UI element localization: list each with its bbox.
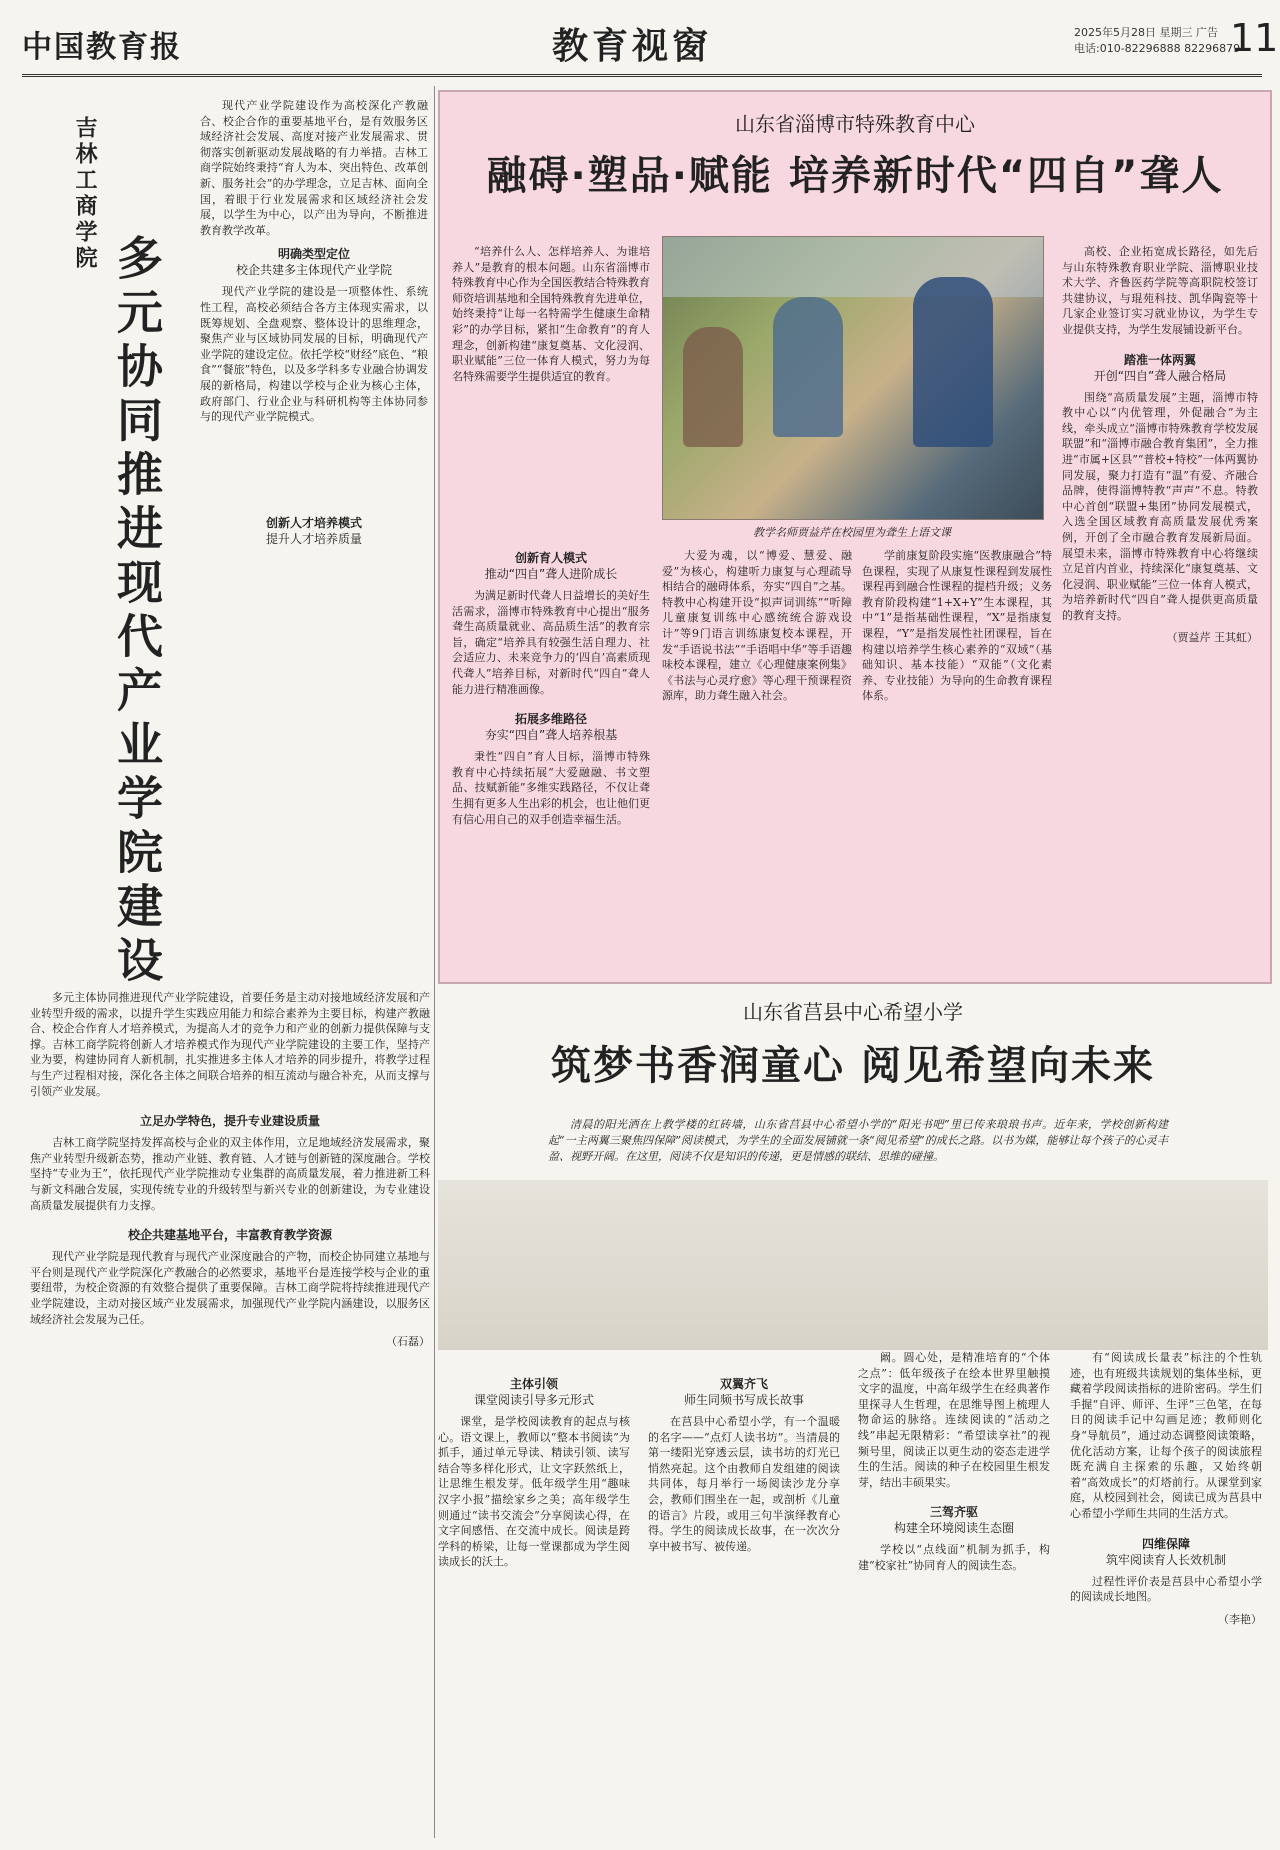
pink-section-2-title: 拓展多维路径 xyxy=(514,712,587,727)
bottom-section-3-heading xyxy=(858,1504,1050,1536)
pink-article-column-3 xyxy=(862,548,1052,704)
pink-column-4-top: 高校、企业拓宽成长路径，如先后与山东特殊教育职业学院、淄博职业技术大学、齐鲁医药学院等高职院校签订共建协议，与琨苑科技、凯华陶瓷等十几家企业签订实习就业协议，为学生专业提供支持，为学生发展铺设新平台。 xyxy=(1062,245,1258,336)
pink-article-column-2 xyxy=(662,548,852,704)
bottom-article-kicker: 山东省莒县中心希望小学 xyxy=(743,1000,963,1024)
pink-section-3-subtitle: 开创“四自”聋人融合格局 xyxy=(1093,368,1227,383)
left-section-1-title: 明确类型定位 xyxy=(277,247,350,262)
pink-section-1-title: 创新育人模式 xyxy=(514,551,587,565)
pink-article-intro: “培养什么人、怎样培养人、为谁培养人”是教育的根本问题。山东省淄博市特殊教育中心作为全国医教结合特殊教育师资培训基地和全国特殊教育先进单位，始终秉持“让每一名特需学生健康生命精彩”的办学目标，紧扣“生命教育”的育人理念，创新构建“康复奠基、文化浸润、职业赋能”三位一体育人模式，努力为每名特殊需要学生提供适宜的教育。 xyxy=(452,245,650,383)
bottom-column-4-body: 有“阅读成长量表”标注的个性轨迹，也有班级共读规划的集体坐标，更藏着学段阅读指标的进阶密码。学生们手握“自评、师评、生评”三色笔，在每日的阅读手记中勾画足迹；教师则化身“导航员”，通过动态调整阅读策略，优化活动方案，让每个孩子的阅读旅程既充满自主探索的乐趣，又始终朝着“高效成长”的灯塔前行。从课堂到家庭，从校园到社会，阅读已成为莒县中心希望小学师生共同的生活方式。 xyxy=(1070,1351,1262,1520)
left-article-credit: （石磊） xyxy=(386,1335,430,1349)
pink-section-3-title: 踏准一体两翼 xyxy=(1123,352,1196,367)
pink-article-column-4 xyxy=(1062,244,1258,645)
left-section-2-body: 多元主体协同推进现代产业学院建设，首要任务是主动对接地域经济发展和产业转型升级的需求，以提升学生实践应用能力和综合素养为主要目标，构建产教融合、校企合作育人才培养模式，为提高人才的竞争力和产业的创新力提供保障与支撑。吉林工商学院将创新人才培养模式作为现代产业学院建设的主要工作，坚持产业为要，构建协同育人新机制，扎实推进多主体人才培养的同步提升，将教学过程与生产过程相对接，深化各主体之间联合培养的相互流动与融合补充，从而支撑与引领产业发展。 xyxy=(30,991,430,1098)
left-section-4-body: 现代产业学院是现代教育与现代产业深度融合的产物，而校企协同建立基地与平台则是现代产业学院深化产教融合的必然要求，基地平台是连接学校与企业的重要纽带，为校企资源的有效整合提供了重要保障。吉林工商学院将持续推进现代产业学院建设，主动对接区域产业发展需求，加强现代产业学院内涵建设，以服务区域经济社会发展为己任。 xyxy=(30,1250,430,1326)
bottom-article-column-3 xyxy=(858,1350,1050,1574)
bottom-section-4-subtitle: 筑牢阅读育人长效机制 xyxy=(1105,1552,1226,1567)
bottom-article-title: 筑梦书香润童心 阅见希望向未来 xyxy=(551,1043,1155,1089)
pink-article xyxy=(438,90,1272,984)
pink-section-1-subtitle: 推动“四自”聋人进阶成长 xyxy=(484,567,618,581)
left-section-2-heading xyxy=(200,515,428,547)
pink-section-1-body: 为满足新时代聋人日益增长的美好生活需求，淄博市特殊教育中心提出“服务聋生高质量就业、高品质生活”的教育宗旨，确定“培养具有较强生活自理力、社会适应力、未来竞争力的‘四自’高素质现代聋人”培养目标，对新时代“四自”聋人能力进行精准画像。 xyxy=(452,589,650,696)
issue-date: 2025年5月28日 星期三 广告 xyxy=(1074,26,1218,39)
bottom-article-column-4 xyxy=(1070,1350,1262,1627)
bottom-article-lead: 清晨的阳光洒在上教学楼的红砖墙，山东省莒县中心希望小学的“阳光书吧”里已传来琅琅书声。近年来，学校创新构建起“一主两翼三聚焦四保障”阅读模式，为学生的全面发展铺就一条“阅见希望”的成长之路。以书为媒，能够让每个孩子的心灵丰盈、视野开阔。在这里，阅读不仅是知识的传递，更是情感的联结、思维的碰撞。 xyxy=(548,1118,1168,1163)
bottom-section-2-body: 在莒县中心希望小学，有一个温暖的名字——“点灯人读书坊”。当清晨的第一缕阳光穿透云层，读书坊的灯光已悄然亮起。这个由教师自发组建的阅读共同体，每月举行一场阅读沙龙分享会，教师们围坐在一起，或剖析《儿童的语言》片段，或用三句半演绎教育心得。学生的阅读成长故事，在一次次分享中被书写、被传递。 xyxy=(648,1415,840,1553)
left-article-bottom xyxy=(30,990,430,1349)
left-article-intro-column xyxy=(200,98,428,553)
photo-teacher-figure xyxy=(773,297,843,437)
pink-article-column-1 xyxy=(452,542,650,827)
bottom-section-2-subtitle: 师生同频书写成长故事 xyxy=(683,1393,804,1407)
bottom-section-1-heading xyxy=(438,1376,630,1408)
page-number: 11 xyxy=(1230,16,1279,60)
photo-student-figure xyxy=(683,327,743,447)
photo-caption: 教学名师贾益芹在校园里为聋生上语文课 xyxy=(753,526,951,539)
pink-column-3-body: 学前康复阶段实施“医教康融合”特色课程，实现了从康复性课程到发展性课程再到融合性课程的提档升级；义务教育阶段构建“1+X+Y”生本课程，其中“1”是指基础性课程，“X”是指康复课程，“Y”是指发展性社团课程，旨在构建以培养学生核心素养的“双域”（基础知识、基本技能）“双能”（文化素养、专业技能）为导向的生命教育课程体系。 xyxy=(862,549,1052,703)
masthead xyxy=(22,16,1279,77)
left-section-1-heading xyxy=(200,246,428,278)
left-section-3-body: 吉林工商学院坚持发挥高校与企业的双主体作用，立足地域经济发展需求，聚焦产业转型升级新态势，推动产业链、教育链、人才链与创新链的深度融合。学校坚持“专业为王”，依托现代产业学院推动专业集群的高质量发展，着力推进新工科与新文科融合发展，实现传统专业的升级转型与新兴专业的创新建设，为专业建设高质量发展提供有力支撑。 xyxy=(30,1136,430,1212)
bottom-section-1-body: 课堂，是学校阅读教育的起点与核心。语文课上，教师以“整本书阅读”为抓手，通过单元导读、精读引领、读写结合等多样化形式，让文字跃然纸上，让思维生根发芽。低年级学生用“趣味汉字小报”描绘家乡之美；高年级学生则通过“读书交流会”分享阅读心得，在文字间感悟、在交流中成长。阅读是跨学科的桥梁，让每一堂课都成为学生阅读成长的沃土。 xyxy=(438,1415,630,1569)
left-section-3-heading: 立足办学特色，提升专业建设质量 xyxy=(139,1114,320,1129)
pink-section-3-body: 围绕“高质量发展”主题，淄博市特教中心以“内优管理，外促融合”为主线，牵头成立“淄博市特殊教育学校发展联盟”和“淄博市融合教育集团”，全力推进“市属+区县”“普校+特校”一体两翼协同发展，聚力打造有“温”有爱、齐融合品牌，使得淄博特教“声声”不息。特教中心首创“联盟+集团”协同发展模式，入选全国区域教育高质量发展优秀案例，开创了全市融合教育发展新局面。展望未来，淄博市特殊教育中心将继续立足首内首业，持续深化“康复奠基、文化浸润、职业赋能”三位一体育人模式，为培养新时代“四自”聋人提供更高质量的教育支持。 xyxy=(1062,390,1258,622)
pink-section-3-heading xyxy=(1062,352,1258,384)
pink-section-2-subtitle: 夯实“四自”聋人培养根基 xyxy=(484,728,618,743)
bottom-section-4-body: 过程性评价表是莒县中心希望小学的阅读成长地图。 xyxy=(1070,1574,1262,1604)
pink-article-kicker: 山东省淄博市特殊教育中心 xyxy=(735,112,975,136)
classroom-photo xyxy=(662,236,1044,520)
pink-section-2-heading xyxy=(452,711,650,743)
bottom-article-column-2 xyxy=(648,1368,840,1554)
bottom-section-3-body: 学校以“点线面”机制为抓手，构建“校家社”协同育人的阅读生态。 xyxy=(858,1543,1050,1572)
paper-name: 中国教育报 xyxy=(22,30,182,65)
reading-room-photo xyxy=(438,1180,1268,1350)
left-section-2-subtitle: 提升人才培养质量 xyxy=(265,531,362,546)
phone-number: 电话:010-82296888 82296879 xyxy=(1074,42,1241,55)
bottom-section-1-subtitle: 课堂阅读引导多元形式 xyxy=(473,1393,594,1407)
pink-section-1-heading xyxy=(452,550,650,582)
bottom-section-1-title: 主体引领 xyxy=(509,1377,558,1391)
column-divider xyxy=(434,86,435,1838)
bottom-section-2-title: 双翼齐飞 xyxy=(719,1377,768,1391)
photo-student-figure xyxy=(913,277,993,447)
bottom-section-2-heading xyxy=(648,1376,840,1408)
left-section-4-heading: 校企共建基地平台，丰富教育教学资源 xyxy=(127,1228,332,1243)
bottom-article xyxy=(438,990,1268,1838)
bottom-section-4-title: 四维保障 xyxy=(1141,1536,1190,1551)
pink-article-intro-column xyxy=(452,244,650,384)
pink-article-title: 融碍·塑品·赋能 培养新时代“四自”聋人 xyxy=(486,153,1224,199)
left-section-2-title: 创新人才培养模式 xyxy=(265,515,362,530)
pink-column-2-body: 大爱为魂，以“博爱、慧爱、融爱”为核心，构建听力康复与心理疏导相结合的融碍体系，夯实“四自”之基。特教中心构建开设“拟声词训练”“听障儿童康复训练中心感统统合游戏设计”等9门语言训练康复校本课程，开发“手语说书法”“手语唱中华”等手语趣味校本课程，建立《心理健康案例集》《书法与心灵疗愈》等心理干预课程资源库，助力聋生融入社会。 xyxy=(662,549,852,703)
bottom-section-3-title: 三驾齐驱 xyxy=(929,1505,978,1520)
section-name: 教育视窗 xyxy=(552,25,713,67)
bottom-section-4-heading xyxy=(1070,1536,1262,1568)
bottom-section-3-subtitle: 构建全环境阅读生态圈 xyxy=(893,1521,1014,1536)
bottom-article-credit: （李艳） xyxy=(1218,1612,1262,1626)
left-section-1-subtitle: 校企共建多主体现代产业学院 xyxy=(235,263,392,278)
pink-section-2-body: 秉性“四自”育人目标，淄博市特殊教育中心持续拓展“大爱融融、书文塑品、技赋新能”多维实践路径，不仅让聋生拥有更多人生出彩的机会，也让他们更有信心用自己的双手创造幸福生活。 xyxy=(452,750,650,826)
left-section-1-body: 现代产业学院的建设是一项整体性、系统性工程，高校必须结合各方主体现实需求，以既筹规划、全盘观察、整体设计的思维理念，聚焦产业与区域协同发展的目标，明确现代产业学院的建设定位。依托学校“财经”底色、“粮食”“餐旅”特色，以及多学科多专业融合协调发展的新格局，构建以学校与企业为核心主体，政府部门、行业企业与科研机构等主体协同参与的现代产业学院模式。 xyxy=(200,285,428,424)
pink-article-credit: （贾益芹 王其虹） xyxy=(1166,631,1258,645)
left-article-title: 多元协同推进现代产业学院建设 xyxy=(110,234,164,990)
left-article-school: 吉林工商学院 xyxy=(72,116,97,272)
left-article-intro: 现代产业学院建设作为高校深化产教融合、校企合作的重要基地平台，是有效服务区域经济社会发展、高度对接产业发展需求、贯彻落实创新驱动发展战略的有力举措。吉林工商学院始终秉持“育人为本、突出特色、改革创新、服务社会”的办学理念，立足吉林、面向全国，着眼于行业发展需求和区域经济社会发展，以学生为中心，以产出为导向，不断推进教育教学改革。 xyxy=(200,99,428,237)
bottom-column-3-body: 阚。圆心处，是精准培育的“个体之点”：低年级孩子在绘本世界里触摸文字的温度，中高年级学生在经典著作里探寻人生哲理，在思维导图上梳理人物命运的脉络。连续阅读的“活动之线”串起无限精彩：“希望读享社”的视频号里，阅读正以更生动的姿态走进学生的生活。阅读的种子在校园里生根发芽，结出丰硕果实。 xyxy=(858,1351,1050,1489)
bottom-article-column-1 xyxy=(438,1368,630,1570)
